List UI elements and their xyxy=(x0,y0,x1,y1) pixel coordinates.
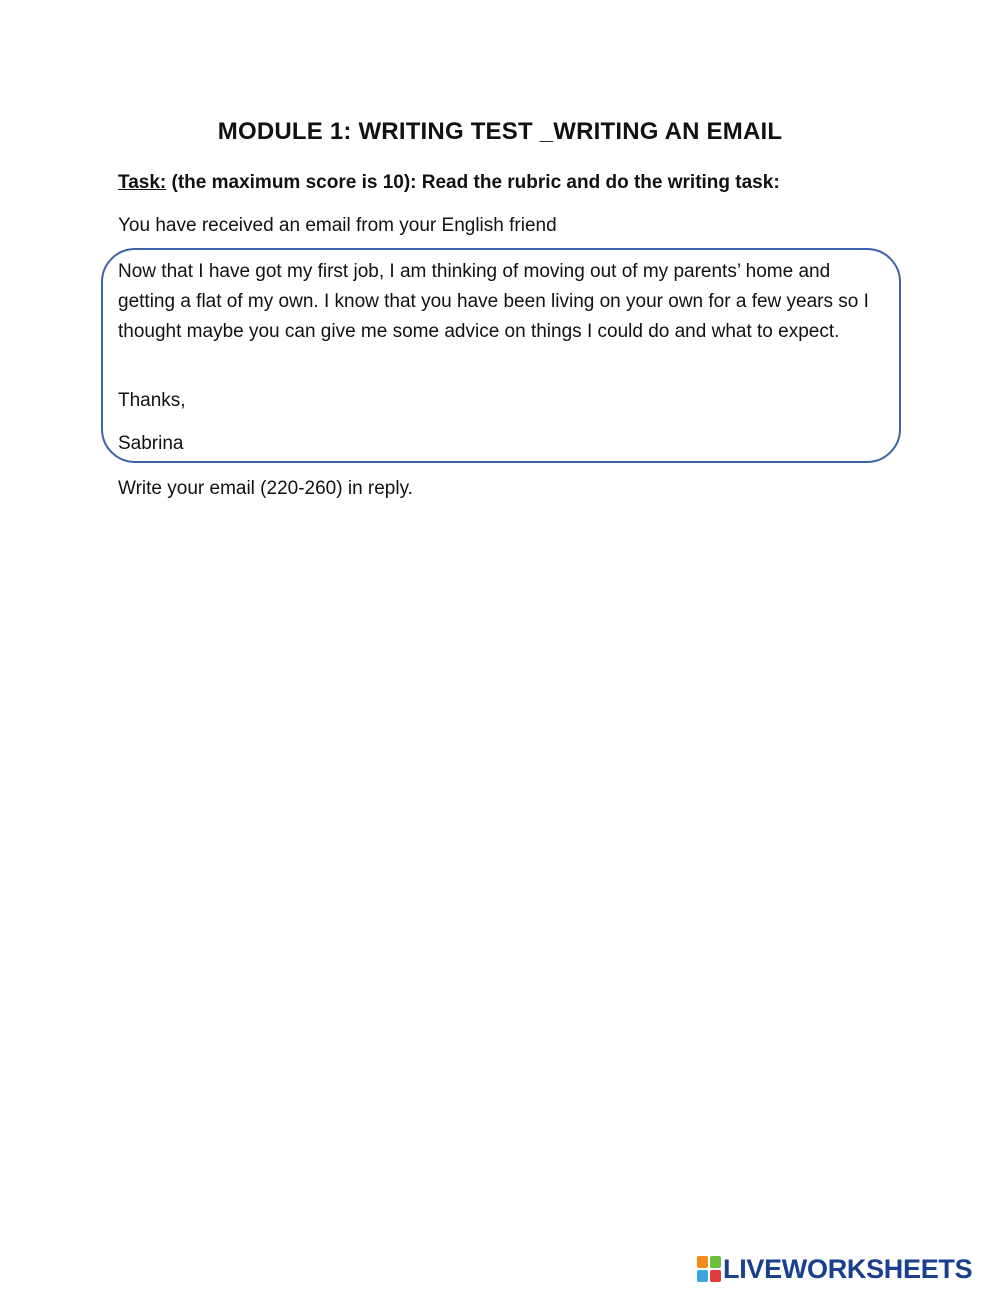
task-label: Task: xyxy=(118,172,167,193)
task-instructions xyxy=(118,172,780,194)
brand-name: LIVEWORKSHEETS xyxy=(723,1254,973,1284)
task-text: (the maximum score is 10): Read the rubric and do the writing task: xyxy=(166,172,780,193)
writing-instruction: Write your email (220-260) in reply. xyxy=(118,478,413,499)
email-body: Now that I have got my first job, I am thinking of moving out of my parents’ home and getting a flat of my own. I know that you have been living on your own for a few years so I thought maybe you can give me some advice on things I could do and what to expect. xyxy=(118,261,869,342)
email-signature: Sabrina xyxy=(118,433,184,454)
liveworksheets-logo-icon xyxy=(697,1256,721,1282)
email-closing: Thanks, xyxy=(118,390,186,411)
task-intro: You have received an email from your English friend xyxy=(118,215,557,236)
worksheet-title: MODULE 1: WRITING TEST _WRITING AN EMAIL xyxy=(217,118,783,145)
liveworksheets-brand xyxy=(697,1255,972,1283)
